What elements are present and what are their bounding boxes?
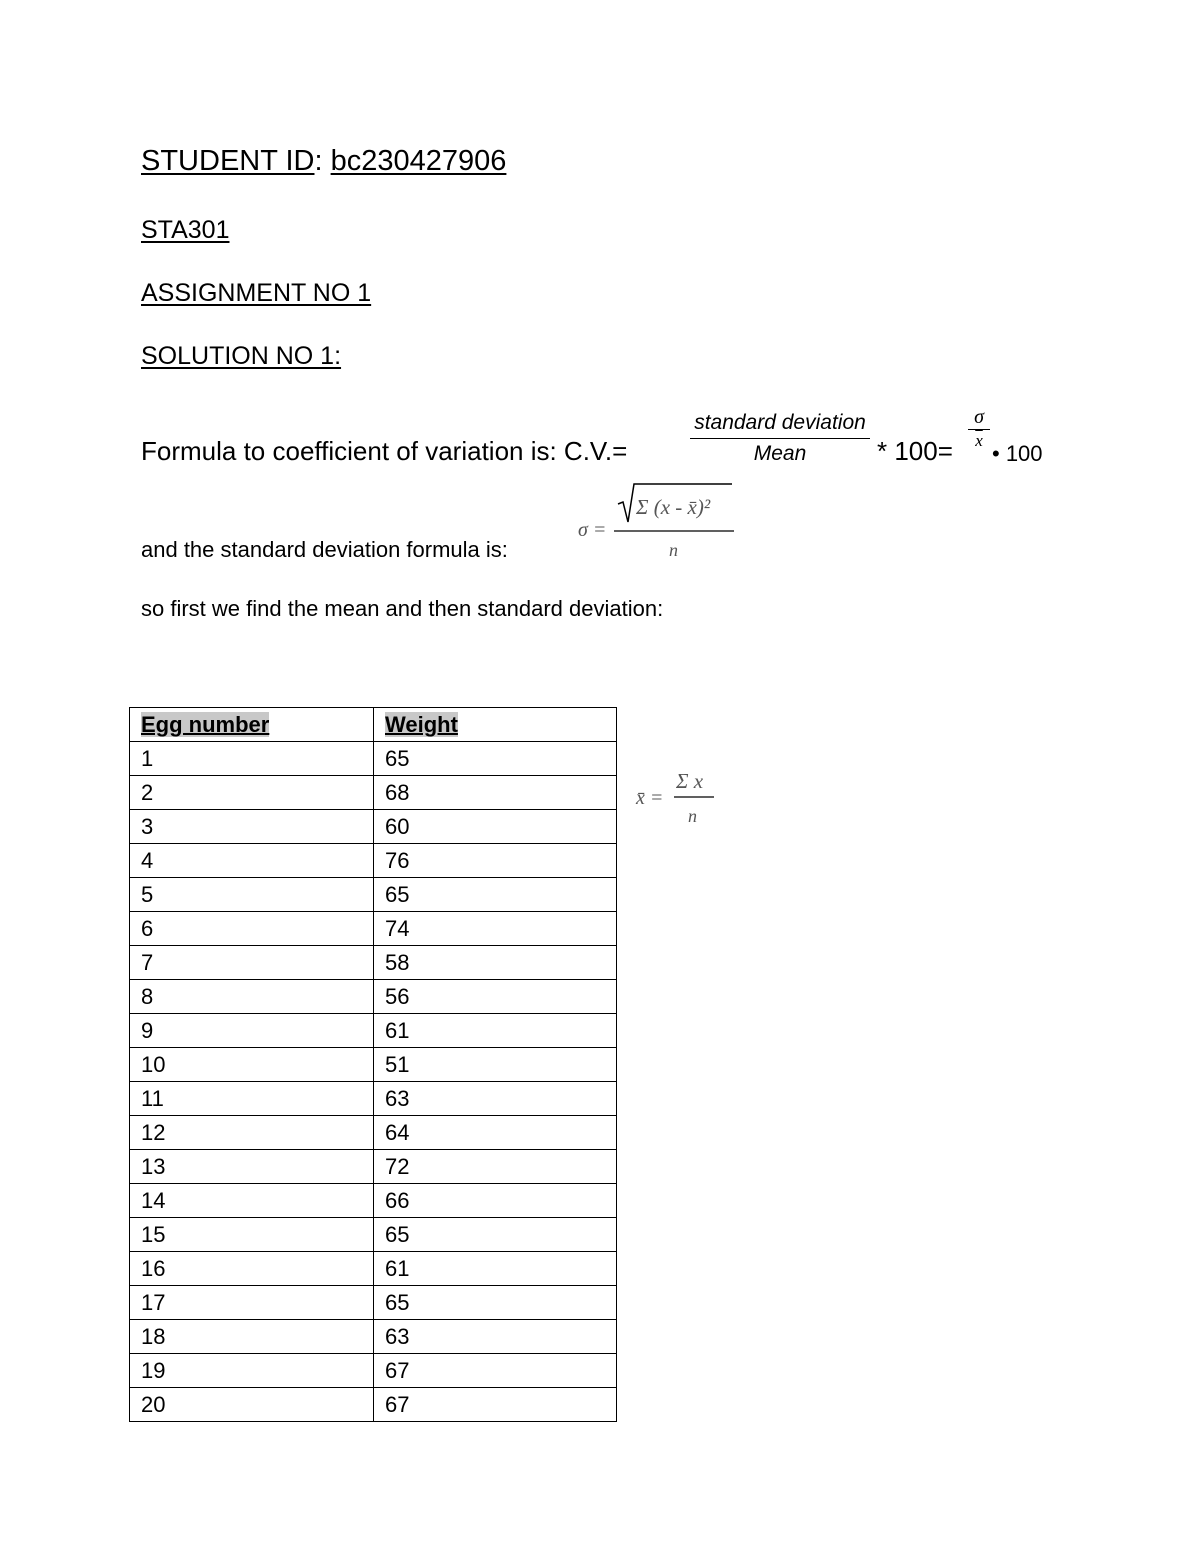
table-row — [130, 946, 617, 980]
cv-fraction — [690, 410, 870, 466]
sigma-over-xbar-fraction — [968, 406, 990, 451]
egg-number-cell: 19 — [130, 1354, 374, 1388]
mean-numerator: Σ x — [676, 769, 704, 793]
table-row — [130, 844, 617, 878]
sd-numerator: Σ (x - x̄)² — [636, 495, 711, 519]
table-row — [130, 912, 617, 946]
weight-cell: 63 — [374, 1082, 617, 1116]
cv-fraction-bar — [690, 438, 870, 439]
table-row — [130, 1014, 617, 1048]
weight-cell: 76 — [374, 844, 617, 878]
egg-number-cell: 11 — [130, 1082, 374, 1116]
table-row — [130, 810, 617, 844]
egg-number-cell: 7 — [130, 946, 374, 980]
dot-100: • 100 — [992, 441, 1043, 466]
egg-number-cell: 12 — [130, 1116, 374, 1150]
table-header-row — [130, 708, 617, 742]
weight-cell: 66 — [374, 1184, 617, 1218]
weight-cell: 65 — [374, 878, 617, 912]
egg-number-cell: 17 — [130, 1286, 374, 1320]
weight-cell: 67 — [374, 1354, 617, 1388]
weight-cell: 65 — [374, 742, 617, 776]
cv-numerator: standard deviation — [694, 411, 866, 434]
egg-number-cell: 18 — [130, 1320, 374, 1354]
header-egg-number: Egg number — [130, 708, 374, 742]
sd-formula-intro: and the standard deviation formula is: — [141, 537, 508, 562]
table-row — [130, 980, 617, 1014]
table-row — [130, 1150, 617, 1184]
weight-cell: 64 — [374, 1116, 617, 1150]
sigma-symbol: σ — [974, 406, 984, 428]
mean-formula-equation — [634, 764, 724, 834]
student-id-separator: : — [314, 145, 331, 177]
egg-number-cell: 6 — [130, 912, 374, 946]
sigma-fraction-bar — [968, 429, 990, 430]
egg-number-cell: 10 — [130, 1048, 374, 1082]
mean-lhs: x̄ = — [636, 787, 664, 809]
table-row — [130, 776, 617, 810]
header-weight: Weight — [374, 708, 617, 742]
egg-number-cell: 14 — [130, 1184, 374, 1218]
weight-cell: 51 — [374, 1048, 617, 1082]
weight-cell: 74 — [374, 912, 617, 946]
weight-cell: 65 — [374, 1286, 617, 1320]
weight-cell: 68 — [374, 776, 617, 810]
egg-number-cell: 9 — [130, 1014, 374, 1048]
table-row — [130, 1252, 617, 1286]
weight-cell: 67 — [374, 1388, 617, 1422]
table-row — [130, 1286, 617, 1320]
table-row — [130, 1388, 617, 1422]
weight-cell: 56 — [374, 980, 617, 1014]
weight-cell: 61 — [374, 1014, 617, 1048]
egg-number-cell: 4 — [130, 844, 374, 878]
egg-number-cell: 5 — [130, 878, 374, 912]
table-row — [130, 1082, 617, 1116]
student-id-line — [141, 145, 506, 178]
egg-number-cell: 13 — [130, 1150, 374, 1184]
table-row — [130, 1354, 617, 1388]
table-row — [130, 1320, 617, 1354]
egg-number-cell: 20 — [130, 1388, 374, 1422]
sd-lhs: σ = — [578, 519, 607, 541]
egg-number-cell: 1 — [130, 742, 374, 776]
assignment-title: ASSIGNMENT NO 1 — [141, 279, 372, 307]
egg-number-cell: 2 — [130, 776, 374, 810]
sd-denominator: n — [669, 540, 678, 560]
table-row — [130, 878, 617, 912]
table-row — [130, 1116, 617, 1150]
weight-cell: 72 — [374, 1150, 617, 1184]
table-row — [130, 1218, 617, 1252]
student-id-value: bc230427906 — [330, 145, 507, 177]
weight-cell: 60 — [374, 810, 617, 844]
weight-cell: 61 — [374, 1252, 617, 1286]
mean-denominator: n — [688, 806, 697, 826]
egg-number-cell: 3 — [130, 810, 374, 844]
weight-cell: 65 — [374, 1218, 617, 1252]
weight-cell: 63 — [374, 1320, 617, 1354]
cv-denominator: Mean — [753, 442, 807, 465]
table-row — [130, 742, 617, 776]
solution-title: SOLUTION NO 1: — [141, 342, 342, 370]
weight-cell: 58 — [374, 946, 617, 980]
cv-times-100: * 100= — [877, 436, 953, 466]
egg-number-cell: 15 — [130, 1218, 374, 1252]
table-row — [130, 1048, 617, 1082]
cv-formula-intro: Formula to coefficient of variation is: C.V.= — [141, 436, 628, 466]
sd-formula-equation — [576, 478, 746, 568]
xbar-symbol: x — [975, 431, 983, 450]
course-code: STA301 — [141, 216, 230, 244]
table-row — [130, 1184, 617, 1218]
egg-weight-table — [129, 707, 617, 1422]
find-mean-text: so first we find the mean and then standard deviation: — [141, 596, 664, 621]
egg-number-cell: 8 — [130, 980, 374, 1014]
egg-number-cell: 16 — [130, 1252, 374, 1286]
student-id-label: STUDENT ID — [141, 145, 315, 177]
